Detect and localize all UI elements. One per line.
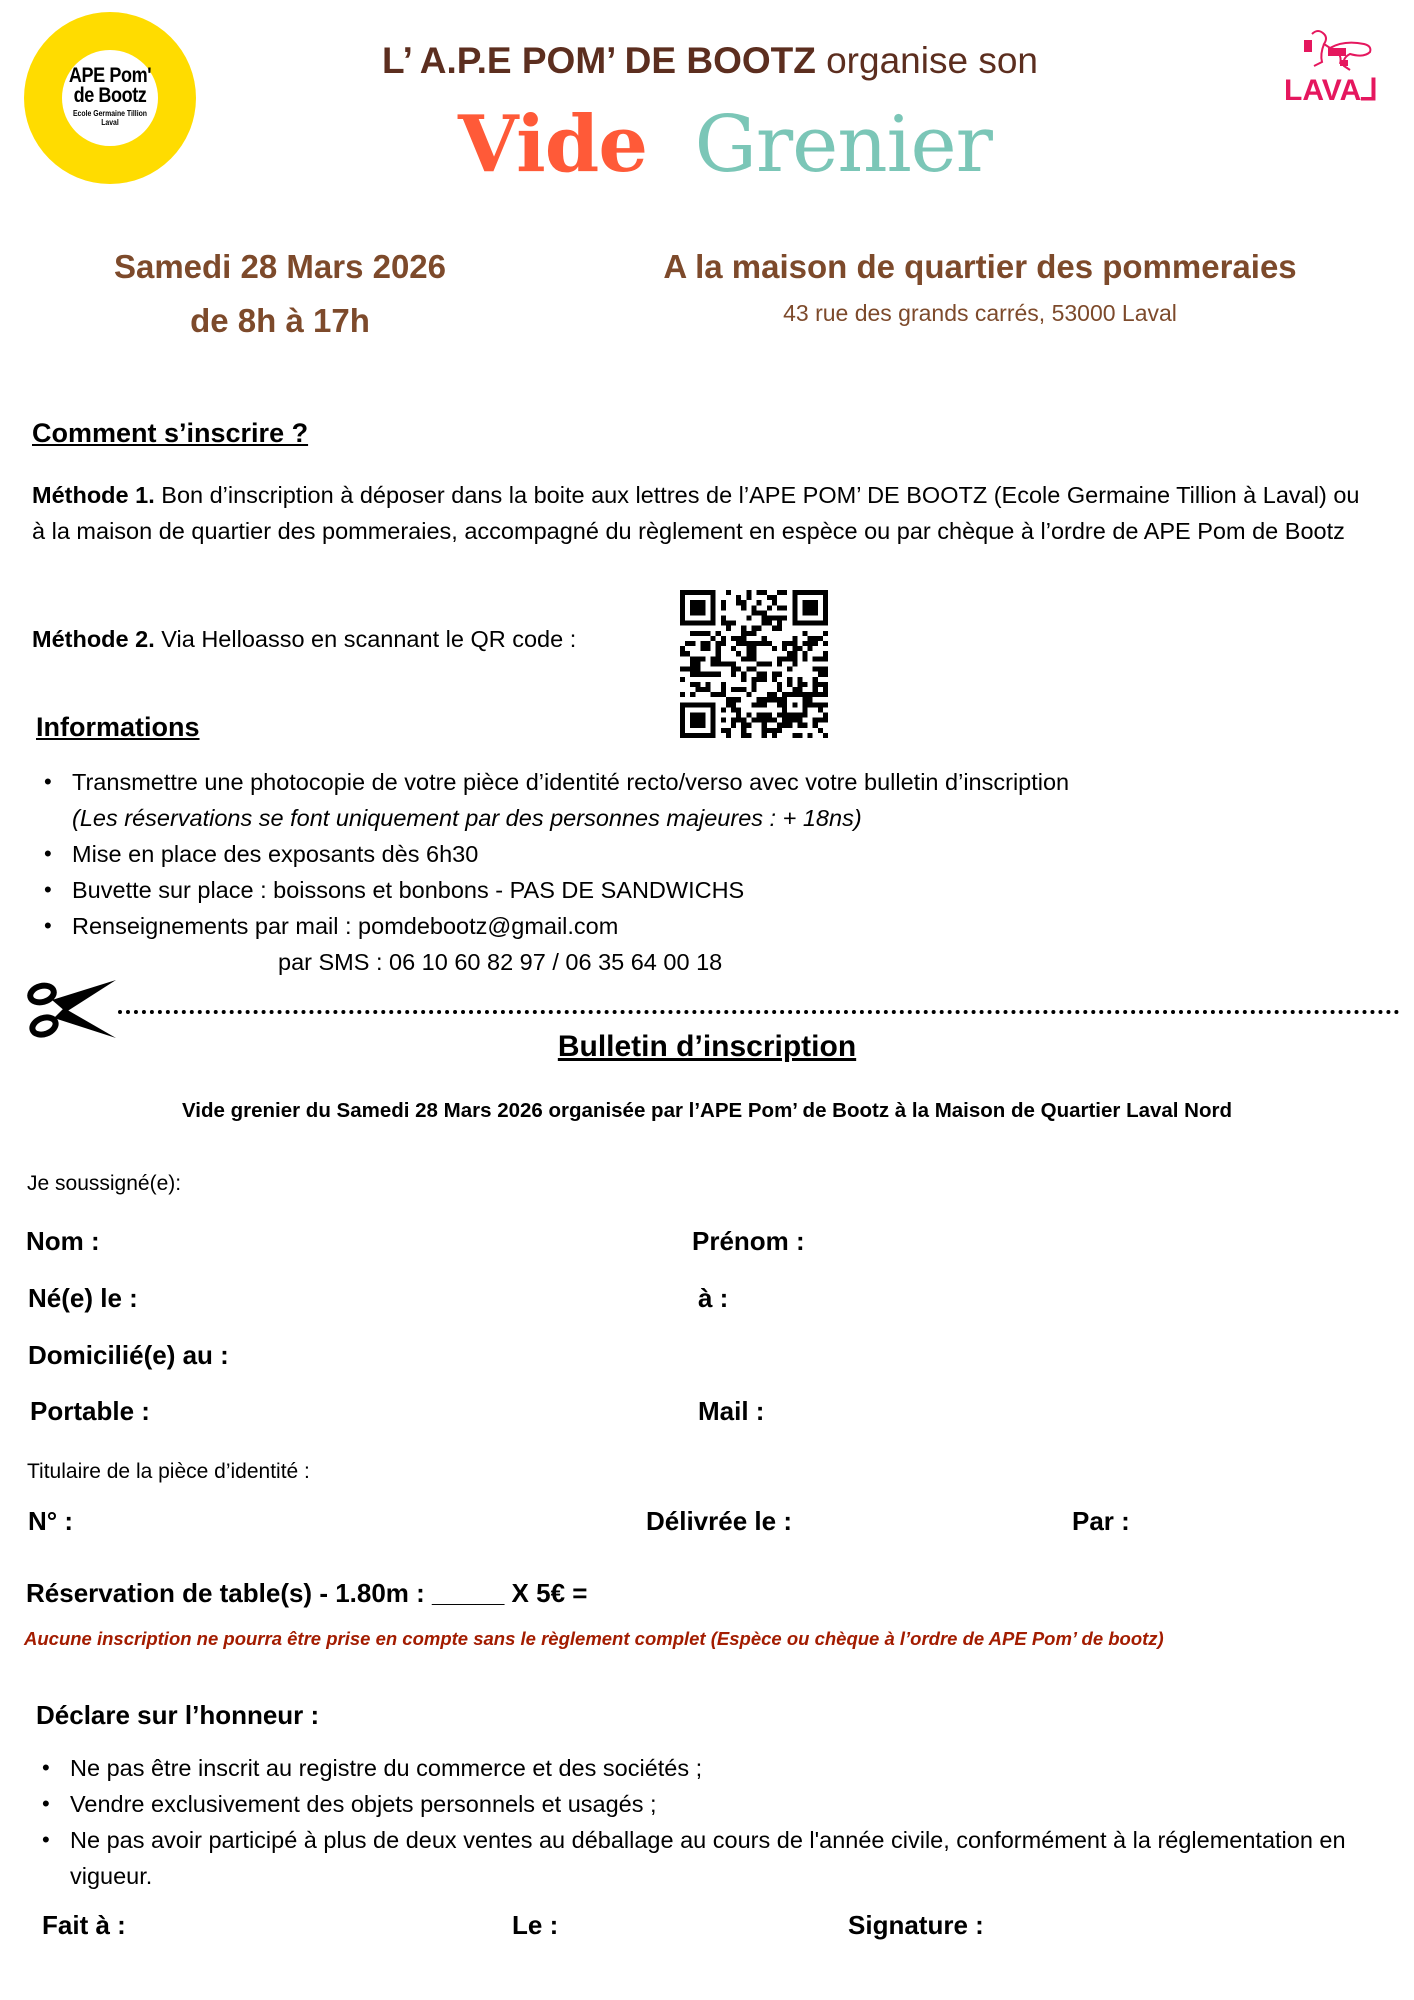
method-2-label: Méthode 2. [32,626,155,652]
field-portable[interactable]: Portable : [30,1396,150,1426]
payment-warning: Aucune inscription ne pourra être prise en compte sans le règlement complet (Espèce ou chèque à l’ordre de APE Pom’ de bootz) [24,1628,1164,1649]
field-delivree[interactable]: Délivrée le : [646,1506,792,1536]
informations-heading: Informations [36,712,200,742]
declare-item-text: Vendre exclusivement des objets personnels et usagés ; [70,1791,657,1817]
declare-heading: Déclare sur l’honneur : [36,1700,320,1730]
ape-logo-title-line1: APE Pom' [68,64,152,87]
how-to-heading: Comment s’inscrire ? [32,418,309,448]
method-1-text: Bon d’inscription à déposer dans la boite aux lettres de l’APE POM’ DE BOOTZ (Ecole Germaine Tillion à Laval) ou à la maison de quartier des pommeraies, accompagné du règlement en espèce ou par chèque à l’ordre de APE Pom de Bootz [32,482,1360,544]
field-numero[interactable]: N° : [28,1506,74,1536]
declare-item [30,1822,1370,1894]
field-ne-le[interactable]: Né(e) le : [28,1283,138,1313]
qr-code-icon[interactable] [680,590,828,738]
info-item-text: Renseignements par mail : pomdebootz@gmail.com [72,913,619,939]
organizer-name: L’ A.P.E POM’ DE BOOTZ [382,40,816,81]
field-lieu-naissance[interactable]: à : [698,1283,729,1313]
event-date: Samedi 28 Mars 2026 [113,248,447,285]
method-1-label: Méthode 1. [32,482,155,508]
method-2 [32,621,576,657]
info-item [32,836,1372,872]
info-item [32,872,1372,908]
laval-logo-icon [1282,26,1380,102]
form-intro: Je soussigné(e): [27,1172,182,1195]
field-nom[interactable]: Nom : [26,1226,100,1256]
title-vide: Vide [458,99,647,190]
event-place: A la maison de quartier des pommeraies [663,248,1297,285]
info-item-text: Mise en place des exposants dès 6h30 [72,841,479,867]
field-domicile[interactable]: Domicilié(e) au : [28,1340,229,1370]
declare-item-text: Ne pas être inscrit au registre du commerce et des sociétés ; [70,1755,703,1781]
field-mail[interactable]: Mail : [698,1396,765,1426]
form-subheading: Vide grenier du Samedi 28 Mars 2026 organisée par l’APE Pom’ de Bootz à la Maison de Quartier Laval Nord [181,1099,1233,1122]
declare-item-text: Ne pas avoir participé à plus de deux ventes au déballage au cours de l'année civile, conformément à la réglementation en vigueur. [70,1827,1346,1889]
declare-list [30,1750,1370,1894]
id-title: Titulaire de la pièce d’identité : [27,1460,310,1483]
info-note: (Les réservations se font uniquement par des personnes majeures : + 18ns) [72,805,862,831]
info-item [32,764,1372,836]
method-2-text: Via Helloasso en scannant le QR code : [154,626,577,652]
ape-logo-title-line2: de Bootz [73,84,147,107]
info-item-text: Buvette sur place : boissons et bonbons - PAS DE SANDWICHS [72,877,745,903]
title-grenier: Grenier [694,100,992,190]
organizer-rest: organise son [815,40,1038,81]
ape-logo-sub-line2: Laval [101,118,119,127]
declare-item [30,1786,1370,1822]
method-1 [32,477,1362,549]
ape-logo-subtitle [50,109,170,127]
field-fait-a[interactable]: Fait à : [42,1910,126,1940]
field-le[interactable]: Le : [512,1910,559,1940]
page-title [300,100,1150,190]
event-address: 43 rue des grands carrés, 53000 Laval [783,300,1177,326]
field-signature[interactable]: Signature : [848,1910,984,1940]
event-hours: de 8h à 17h [190,302,370,339]
ape-logo-title [50,66,170,106]
form-heading: Bulletin d’inscription [557,1030,857,1063]
cut-line [118,1010,1400,1014]
info-item [32,908,1372,944]
field-reservation[interactable]: Réservation de table(s) - 1.80m : _____ X 5€ = [26,1578,588,1608]
declare-item [30,1750,1370,1786]
informations-list [32,764,1372,944]
ape-logo-sub-line1: Ecole Germaine Tillion [72,109,148,118]
info-item-text: Transmettre une photocopie de votre pièce d’identité recto/verso avec votre bulletin d’inscription [72,769,1070,795]
field-prenom[interactable]: Prénom : [692,1226,805,1256]
info-sms: par SMS : 06 10 60 82 97 / 06 35 64 00 18 [278,949,723,975]
laval-logo-text: LAVA⅃ [1284,74,1378,102]
field-par[interactable]: Par : [1072,1506,1130,1536]
organizer-line [290,40,1130,82]
